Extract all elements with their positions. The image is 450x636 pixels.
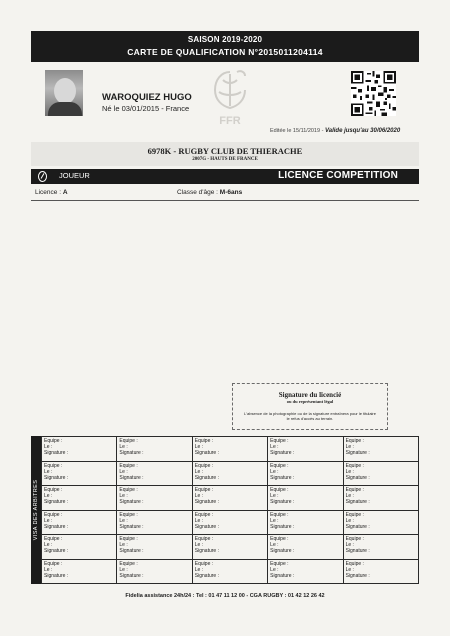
licence-value: A	[62, 189, 68, 196]
visa-date-label: Le :	[194, 444, 204, 450]
visa-signature-label: Signature :	[270, 548, 295, 554]
visa-date-label: Le :	[270, 566, 279, 573]
visa-cell	[192, 437, 267, 462]
licence-type: LICENCE COMPETITION	[278, 170, 398, 181]
visa-date-label: Le :	[44, 493, 53, 499]
edited-date: Editée le 15/11/2019 -	[270, 128, 324, 134]
visa-cell	[268, 486, 343, 511]
visa-date-label: Le :	[119, 542, 128, 548]
valid-until: Valide jusqu'au 30/06/2020	[324, 128, 401, 134]
visa-cell	[192, 535, 267, 560]
visa-row	[42, 510, 419, 535]
visa-date-label: Le :	[270, 444, 279, 450]
visa-cell	[343, 535, 418, 560]
visa-team-label: Equipe :	[270, 487, 289, 493]
visa-date-label: Le :	[270, 542, 279, 548]
visa-team-label: Equipe :	[119, 511, 138, 518]
visa-team-label: Equipe :	[119, 536, 138, 542]
visa-cell	[42, 437, 117, 462]
visa-signature-label: Signature :	[44, 523, 69, 530]
visa-label: VISA DES ARBITRES	[33, 479, 39, 541]
visa-cell	[117, 510, 192, 535]
visa-signature-label: Signature :	[119, 523, 144, 530]
visa-team-label: Equipe :	[345, 487, 364, 493]
player-photo	[45, 70, 83, 116]
visa-signature-label: Signature :	[194, 548, 219, 554]
visa-date-label: Le :	[194, 468, 204, 475]
visa-cell	[192, 559, 267, 584]
season-label: SAISON 2019-2020	[187, 35, 263, 44]
visa-cell	[42, 559, 117, 584]
visa-cell	[117, 535, 192, 560]
visa-date-label: Le :	[345, 542, 354, 548]
signature-title: Signature du licencié	[278, 391, 342, 399]
visa-cell	[192, 461, 267, 486]
visa-cell	[268, 535, 343, 560]
visa-team-label: Equipe :	[270, 536, 289, 542]
licence-label: Licence :	[35, 189, 63, 196]
visa-signature-label: Signature :	[270, 499, 295, 505]
signature-note: L'absence de la photographie ou de la signature entraînera pour le titulaire le refus d'accès au terrain.	[244, 411, 376, 421]
club-name: 6978K - RUGBY CLUB DE THIERACHE	[147, 146, 303, 156]
visa-signature-label: Signature :	[194, 572, 219, 579]
card-title: CARTE DE QUALIFICATION N°2015011204114	[127, 47, 323, 57]
visa-team-label: Equipe :	[44, 560, 63, 567]
visa-date-label: Le :	[44, 566, 53, 573]
visa-signature-label: Signature :	[119, 548, 144, 554]
visa-signature-label: Signature :	[119, 499, 144, 505]
club-region: 2007G - HAUTS DE FRANCE	[192, 157, 258, 162]
visa-signature-label: Signature :	[270, 450, 295, 456]
visa-cell	[117, 461, 192, 486]
visa-cell	[343, 461, 418, 486]
visa-signature-label: Signature :	[345, 499, 370, 505]
class-label: Classe d'âge :	[177, 189, 220, 196]
issue-dates	[270, 128, 400, 134]
visa-cell	[343, 486, 418, 511]
visa-cell	[268, 461, 343, 486]
visa-team-label: Equipe :	[44, 511, 63, 518]
visa-date-label: Le :	[270, 468, 279, 475]
visa-team-label: Equipe :	[119, 560, 138, 567]
visa-team-label: Equipe :	[44, 462, 63, 469]
visa-row	[42, 535, 419, 560]
visa-date-label: Le :	[194, 566, 204, 573]
visa-side-label	[31, 436, 41, 584]
visa-team-label: Equipe :	[270, 462, 289, 469]
visa-signature-label: Signature :	[44, 499, 69, 505]
licence-row	[31, 186, 419, 201]
visa-cell	[117, 486, 192, 511]
visa-cell	[117, 559, 192, 584]
visa-cell	[42, 535, 117, 560]
visa-row	[42, 461, 419, 486]
visa-signature-label: Signature :	[194, 450, 219, 456]
visa-date-label: Le :	[119, 444, 128, 450]
visa-date-label: Le :	[345, 493, 354, 499]
visa-cell	[343, 559, 418, 584]
visa-row	[42, 437, 419, 462]
svg-text:FFR: FFR	[219, 115, 241, 127]
visa-team-label: Equipe :	[194, 511, 214, 518]
visa-date-label: Le :	[44, 468, 53, 475]
player-birth: Né le 03/01/2015 - France	[102, 104, 190, 113]
visa-signature-label: Signature :	[194, 499, 219, 505]
visa-date-label: Le :	[44, 444, 53, 450]
visa-date-label: Le :	[194, 542, 204, 548]
visa-cell	[192, 510, 267, 535]
visa-signature-label: Signature :	[44, 474, 69, 481]
visa-signature-label: Signature :	[119, 450, 144, 456]
visa-signature-label: Signature :	[270, 474, 295, 481]
visa-signature-label: Signature :	[270, 523, 295, 530]
visa-date-label: Le :	[270, 517, 279, 524]
club-band	[31, 142, 419, 166]
visa-signature-label: Signature :	[44, 572, 69, 579]
visa-signature-label: Signature :	[345, 523, 370, 530]
class-value: M-6ans	[219, 189, 243, 196]
visa-date-label: Le :	[345, 444, 354, 450]
visa-cell	[42, 486, 117, 511]
visa-date-label: Le :	[345, 517, 354, 524]
ffr-rooster-logo	[207, 66, 253, 130]
role-label: JOUEUR	[59, 171, 90, 180]
visa-date-label: Le :	[345, 468, 354, 475]
visa-team-label: Equipe :	[194, 487, 214, 493]
visa-team-label: Equipe :	[345, 462, 364, 469]
visa-cell	[268, 510, 343, 535]
visa-team-label: Equipe :	[119, 487, 138, 493]
visa-date-label: Le :	[270, 493, 279, 499]
visa-team-label: Equipe :	[119, 462, 138, 469]
visa-team-label: Equipe :	[345, 511, 364, 518]
visa-date-label: Le :	[119, 468, 128, 475]
rugby-ball-icon	[38, 171, 47, 182]
visa-date-label: Le :	[119, 566, 128, 573]
visa-cell	[268, 559, 343, 584]
visa-cell	[343, 437, 418, 462]
signature-box	[232, 383, 388, 430]
licence-info	[35, 189, 68, 196]
visa-cell	[343, 510, 418, 535]
visa-row	[42, 486, 419, 511]
class-info	[177, 189, 242, 196]
visa-signature-label: Signature :	[345, 548, 370, 554]
visa-team-label: Equipe :	[44, 536, 63, 542]
visa-cell	[42, 461, 117, 486]
visa-signature-label: Signature :	[270, 572, 295, 579]
role-band	[31, 169, 419, 184]
visa-team-label: Equipe :	[194, 438, 214, 444]
visa-team-label: Equipe :	[44, 487, 63, 493]
visa-date-label: Le :	[119, 493, 128, 499]
visa-cell	[42, 510, 117, 535]
visa-team-label: Equipe :	[194, 462, 214, 469]
visa-team-label: Equipe :	[270, 560, 289, 567]
visa-table	[41, 436, 419, 584]
visa-cell	[268, 437, 343, 462]
visa-team-label: Equipe :	[270, 438, 289, 444]
visa-team-label: Equipe :	[194, 536, 214, 542]
visa-team-label: Equipe :	[345, 438, 364, 444]
footer-assistance: Fidelia assistance 24h/24 : Tel : 01 47 11 12 00 - CGA RUGBY : 01 42 12 26 42	[125, 593, 325, 599]
visa-row	[42, 559, 419, 584]
visa-date-label: Le :	[119, 517, 128, 524]
player-name: WAROQUIEZ HUGO	[102, 92, 192, 103]
visa-date-label: Le :	[44, 542, 53, 548]
visa-team-label: Equipe :	[345, 560, 364, 567]
signature-subtitle: ou du représentant légal	[286, 399, 334, 404]
visa-team-label: Equipe :	[194, 560, 214, 567]
visa-date-label: Le :	[345, 566, 354, 573]
visa-signature-label: Signature :	[119, 572, 144, 579]
header-band	[31, 31, 419, 62]
visa-cell	[192, 486, 267, 511]
visa-signature-label: Signature :	[119, 474, 144, 481]
visa-team-label: Equipe :	[44, 438, 63, 444]
visa-signature-label: Signature :	[44, 548, 69, 554]
visa-team-label: Equipe :	[270, 511, 289, 518]
visa-team-label: Equipe :	[345, 536, 364, 542]
visa-signature-label: Signature :	[345, 474, 370, 481]
visa-date-label: Le :	[44, 517, 53, 524]
visa-signature-label: Signature :	[345, 572, 370, 579]
qr-code	[351, 71, 396, 116]
visa-team-label: Equipe :	[119, 438, 138, 444]
visa-signature-label: Signature :	[194, 523, 219, 530]
visa-signature-label: Signature :	[44, 450, 69, 456]
visa-signature-label: Signature :	[194, 474, 219, 481]
visa-cell	[117, 437, 192, 462]
visa-signature-label: Signature :	[345, 450, 370, 456]
visa-date-label: Le :	[194, 493, 204, 499]
visa-date-label: Le :	[194, 517, 204, 524]
